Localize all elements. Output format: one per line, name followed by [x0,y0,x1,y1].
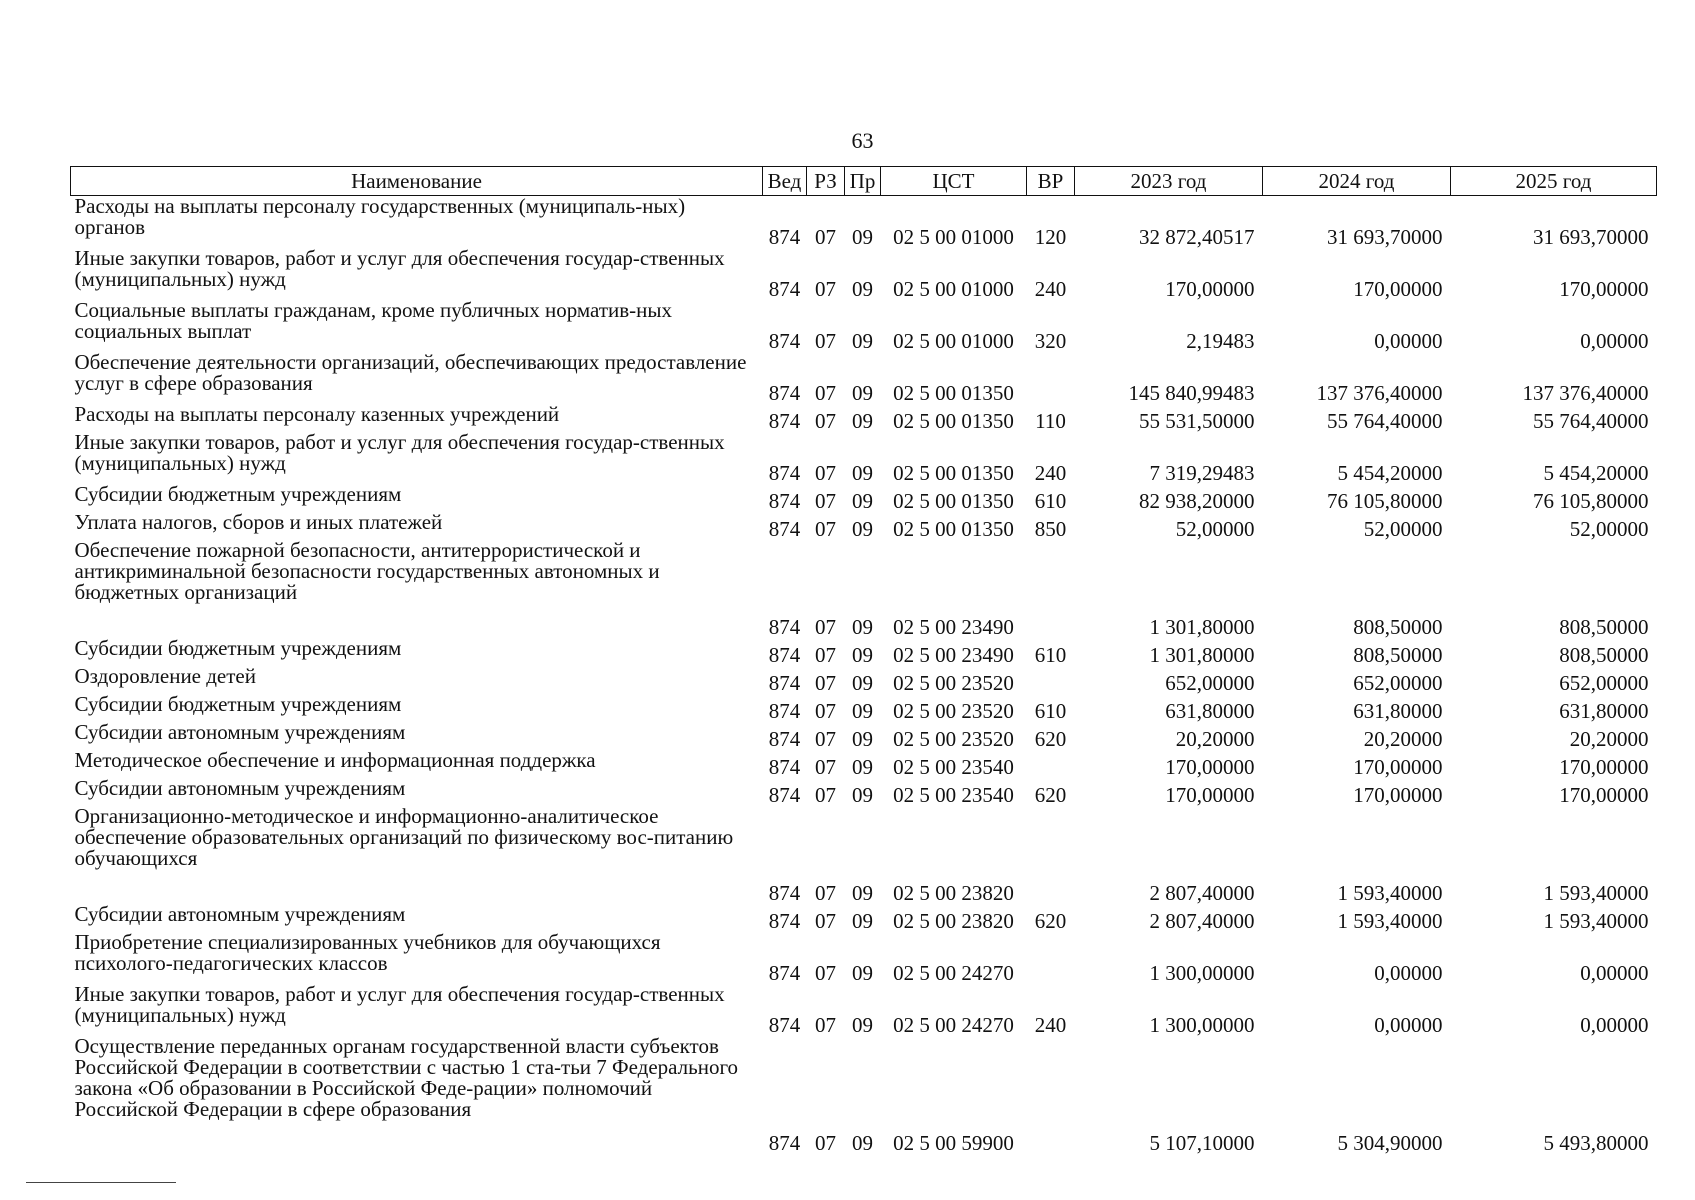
row-vr: 620 [1034,908,1067,933]
header-rz: РЗ [807,167,845,196]
row-vr: 620 [1034,726,1067,751]
row-name: Иные закупки товаров, работ и услуг для обеспечения государ-ственных (муниципальных) нужд [74,245,725,291]
row-value-2024: 0,00000 [1374,328,1443,353]
page-number: 63 [851,128,874,153]
table-row [71,666,1657,694]
row-name: Субсидии автономным учреждениям [74,901,406,926]
budget-table-container [70,166,1656,1154]
row-value-2024: 5 304,90000 [1337,1130,1443,1155]
row-value-2025: 76 105,80000 [1533,488,1649,513]
row-cst: 02 5 00 23540 [893,754,1014,779]
row-name: Расходы на выплаты персоналу казенных учреждений [74,401,560,426]
row-value-2025: 170,00000 [1559,782,1649,807]
row-ved: 874 [768,642,801,667]
row-value-2025: 5 493,80000 [1543,1130,1649,1155]
row-cst: 02 5 00 59900 [893,1130,1014,1155]
row-value-2024: 631,80000 [1353,698,1443,723]
row-ved: 874 [768,614,801,639]
row-cst: 02 5 00 01350 [893,460,1014,485]
row-value-2024: 137 376,40000 [1316,380,1443,405]
table-row [71,196,1657,248]
row-value-2024: 808,50000 [1353,642,1443,667]
row-rz: 07 [815,614,836,639]
row-ved: 874 [768,488,801,513]
row-name: Приобретение специализированных учебников для обучающихся психолого-педагогических классов [74,929,661,975]
row-name: Субсидии автономным учреждениям [74,775,406,800]
table-row [71,806,1657,904]
row-vr [1027,932,1075,984]
row-pr: 09 [852,880,873,905]
row-rz: 07 [815,782,836,807]
table-row [71,1036,1657,1154]
table-body [71,196,1657,1154]
row-value-2024: 1 593,40000 [1337,908,1443,933]
row-name: Иные закупки товаров, работ и услуг для обеспечения государ-ственных (муниципальных) нужд [74,429,725,475]
table-row [71,540,1657,638]
row-value-2024: 20,20000 [1363,726,1443,751]
table-row [71,484,1657,512]
row-cst: 02 5 00 01000 [893,328,1014,353]
header-pr: Пр [845,167,881,196]
table-row [71,722,1657,750]
row-cst: 02 5 00 23820 [893,908,1014,933]
row-rz: 07 [815,460,836,485]
row-vr: 110 [1035,408,1066,433]
row-ved: 874 [768,1012,801,1037]
row-value-2023: 652,00000 [1165,670,1255,695]
row-value-2024: 5 454,20000 [1337,460,1443,485]
row-value-2025: 170,00000 [1559,276,1649,301]
row-value-2023: 170,00000 [1165,276,1255,301]
row-rz: 07 [815,754,836,779]
row-value-2025: 20,20000 [1569,726,1649,751]
row-name: Субсидии автономным учреждениям [74,719,406,744]
row-value-2024: 0,00000 [1374,1012,1443,1037]
row-vr: 610 [1034,642,1067,667]
row-cst: 02 5 00 23540 [893,782,1014,807]
row-cst: 02 5 00 01350 [893,516,1014,541]
table-row [71,750,1657,778]
header-ved: Вед [763,167,807,196]
row-pr: 09 [852,698,873,723]
table-row [71,300,1657,352]
row-value-2025: 137 376,40000 [1522,380,1649,405]
row-value-2025: 1 593,40000 [1543,908,1649,933]
row-cst: 02 5 00 01350 [893,380,1014,405]
row-vr: 240 [1034,1012,1067,1037]
row-cst: 02 5 00 01350 [893,488,1014,513]
row-pr: 09 [852,516,873,541]
row-value-2024: 170,00000 [1353,276,1443,301]
row-rz: 07 [815,380,836,405]
row-vr: 610 [1034,698,1067,723]
row-value-2023: 1 301,80000 [1149,614,1255,639]
row-ved: 874 [768,754,801,779]
row-value-2025: 0,00000 [1580,1012,1649,1037]
row-ved: 874 [768,1130,801,1155]
row-rz: 07 [815,698,836,723]
header-name: Наименование [71,167,763,196]
row-ved: 874 [768,880,801,905]
row-value-2023: 2 807,40000 [1149,880,1255,905]
table-row [71,248,1657,300]
row-name: Субсидии бюджетным учреждениям [74,481,402,506]
row-name: Обеспечение деятельности организаций, обеспечивающих предоставление услуг в сфере образования [74,349,747,395]
table-row [71,352,1657,404]
row-value-2024: 0,00000 [1374,960,1443,985]
row-vr [1027,352,1075,404]
row-vr: 240 [1034,276,1067,301]
row-value-2023: 32 872,40517 [1139,224,1255,249]
row-rz: 07 [815,488,836,513]
row-value-2024: 652,00000 [1353,670,1443,695]
row-cst: 02 5 00 01350 [893,408,1014,433]
row-name: Организационно-методическое и информационно-аналитическое обеспечение образовательных организаций по физическому вос-питанию обучающихся [74,803,734,870]
row-value-2023: 170,00000 [1165,782,1255,807]
row-ved: 874 [768,670,801,695]
row-name: Социальные выплаты гражданам, кроме публичных норматив-ных социальных выплат [74,297,672,343]
row-ved: 874 [768,516,801,541]
row-ved: 874 [768,328,801,353]
row-value-2025: 808,50000 [1559,614,1649,639]
row-pr: 09 [852,224,873,249]
row-ved: 874 [768,380,801,405]
row-rz: 07 [815,1130,836,1155]
row-ved: 874 [768,224,801,249]
row-value-2023: 1 300,00000 [1149,960,1255,985]
row-name: Субсидии бюджетным учреждениям [74,691,402,716]
row-rz: 07 [815,516,836,541]
row-value-2023: 2 807,40000 [1149,908,1255,933]
row-value-2023: 82 938,20000 [1139,488,1255,513]
row-ved: 874 [768,960,801,985]
row-value-2024: 55 764,40000 [1327,408,1443,433]
row-value-2023: 52,00000 [1175,516,1255,541]
row-name: Осуществление переданных органам государственной власти субъектов Российской Федерации в соответствии с частью 1 ста-тьи 7 Федерального закона «Об образовании в Российской Феде-рации» полномочий Российской Федерации в сфере образования [74,1033,739,1121]
row-value-2023: 631,80000 [1165,698,1255,723]
table-row [71,904,1657,932]
row-vr: 240 [1034,460,1067,485]
row-pr: 09 [852,328,873,353]
header-cst: ЦСТ [881,167,1027,196]
row-value-2024: 52,00000 [1363,516,1443,541]
row-cst: 02 5 00 23820 [893,880,1014,905]
table-row [71,932,1657,984]
row-pr: 09 [852,460,873,485]
row-cst: 02 5 00 23490 [893,642,1014,667]
row-vr: 850 [1034,516,1067,541]
header-2024: 2024 год [1263,167,1451,196]
row-value-2024: 1 593,40000 [1337,880,1443,905]
row-pr: 09 [852,726,873,751]
row-vr [1027,750,1075,778]
row-name: Оздоровление детей [74,663,256,688]
row-rz: 07 [815,224,836,249]
row-value-2023: 2,19483 [1186,328,1255,353]
row-value-2025: 631,80000 [1559,698,1649,723]
row-ved: 874 [768,408,801,433]
table-row [71,432,1657,484]
row-value-2025: 170,00000 [1559,754,1649,779]
row-value-2023: 145 840,99483 [1128,380,1255,405]
row-ved: 874 [768,908,801,933]
row-vr [1027,1036,1075,1154]
row-rz: 07 [815,328,836,353]
row-value-2023: 5 107,10000 [1149,1130,1255,1155]
row-vr: 120 [1034,224,1067,249]
row-pr: 09 [852,408,873,433]
row-value-2025: 5 454,20000 [1543,460,1649,485]
row-vr [1027,540,1075,638]
row-pr: 09 [852,754,873,779]
row-rz: 07 [815,726,836,751]
row-value-2025: 55 764,40000 [1533,408,1649,433]
row-rz: 07 [815,960,836,985]
row-ved: 874 [768,276,801,301]
row-cst: 02 5 00 23520 [893,670,1014,695]
row-rz: 07 [815,908,836,933]
row-vr [1027,806,1075,904]
row-rz: 07 [815,1012,836,1037]
table-header [71,167,1657,196]
row-pr: 09 [852,960,873,985]
row-value-2024: 808,50000 [1353,614,1443,639]
row-ved: 874 [768,782,801,807]
row-pr: 09 [852,782,873,807]
row-vr: 610 [1034,488,1067,513]
row-value-2025: 0,00000 [1580,328,1649,353]
header-vr: ВР [1027,167,1075,196]
row-pr: 09 [852,670,873,695]
row-name: Расходы на выплаты персоналу государственных (муниципаль-ных) органов [74,194,686,239]
table-row [71,638,1657,666]
row-value-2025: 0,00000 [1580,960,1649,985]
row-vr: 620 [1034,782,1067,807]
row-rz: 07 [815,408,836,433]
row-name: Уплата налогов, сборов и иных платежей [74,509,443,534]
row-value-2023: 1 301,80000 [1149,642,1255,667]
row-value-2023: 20,20000 [1175,726,1255,751]
table-row [71,404,1657,432]
row-name: Иные закупки товаров, работ и услуг для обеспечения государ-ственных (муниципальных) нужд [74,981,725,1027]
row-pr: 09 [852,642,873,667]
row-value-2024: 170,00000 [1353,782,1443,807]
row-value-2023: 170,00000 [1165,754,1255,779]
row-rz: 07 [815,670,836,695]
row-value-2024: 170,00000 [1353,754,1443,779]
row-value-2023: 1 300,00000 [1149,1012,1255,1037]
row-value-2025: 652,00000 [1559,670,1649,695]
row-value-2025: 808,50000 [1559,642,1649,667]
row-name: Методическое обеспечение и информационная поддержка [74,747,596,772]
row-vr: 320 [1034,328,1067,353]
row-rz: 07 [815,642,836,667]
row-ved: 874 [768,698,801,723]
row-name: Обеспечение пожарной безопасности, антитеррористической и антикриминальной безопасности государственных автономных и бюджетных организаций [74,537,660,604]
row-value-2024: 76 105,80000 [1327,488,1443,513]
table-row [71,984,1657,1036]
row-ved: 874 [768,726,801,751]
row-pr: 09 [852,276,873,301]
row-cst: 02 5 00 01000 [893,224,1014,249]
row-cst: 02 5 00 23490 [893,614,1014,639]
row-value-2025: 1 593,40000 [1543,880,1649,905]
table-row [71,512,1657,540]
row-pr: 09 [852,908,873,933]
row-cst: 02 5 00 01000 [893,276,1014,301]
row-cst: 02 5 00 24270 [893,1012,1014,1037]
row-value-2025: 52,00000 [1569,516,1649,541]
row-vr [1027,666,1075,694]
row-cst: 02 5 00 23520 [893,698,1014,723]
table-row [71,694,1657,722]
header-2025: 2025 год [1451,167,1657,196]
row-value-2023: 7 319,29483 [1149,460,1255,485]
row-pr: 09 [852,488,873,513]
row-name: Субсидии бюджетным учреждениям [74,635,402,660]
footnote-divider [26,1182,176,1183]
row-value-2025: 31 693,70000 [1533,224,1649,249]
row-value-2023: 55 531,50000 [1139,408,1255,433]
row-cst: 02 5 00 23520 [893,726,1014,751]
row-pr: 09 [852,380,873,405]
header-2023: 2023 год [1075,167,1263,196]
row-pr: 09 [852,1130,873,1155]
budget-table [70,166,1657,1154]
row-pr: 09 [852,614,873,639]
row-ved: 874 [768,460,801,485]
row-rz: 07 [815,880,836,905]
table-row [71,778,1657,806]
row-pr: 09 [852,1012,873,1037]
row-rz: 07 [815,276,836,301]
row-cst: 02 5 00 24270 [893,960,1014,985]
row-value-2024: 31 693,70000 [1327,224,1443,249]
